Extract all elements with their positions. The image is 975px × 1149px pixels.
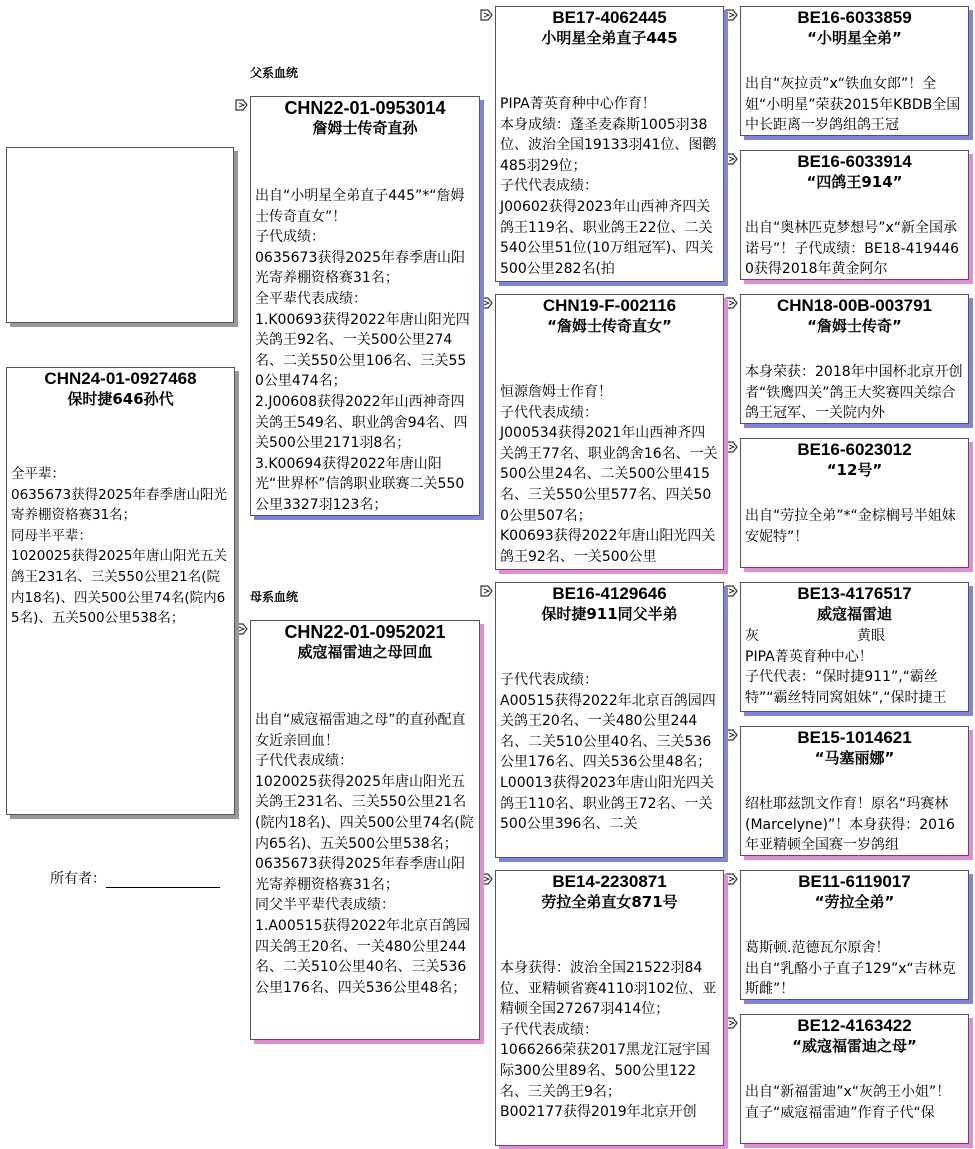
sire-line-label: 父系血统 — [250, 66, 299, 80]
pigeon-name: 劳拉全弟直女871号 — [541, 893, 678, 911]
sire-sire-card[interactable] — [495, 6, 724, 282]
pigeon-description: 出自“小明星全弟直子445”*“詹姆士传奇直女”！ 子代成绩： 0635673获得2025年春季唐山阳光寄养棚资格赛31名； 全平辈代表成绩： 1.K00693获得2022年唐山阳光四关鸽王92名、一关500公里274名、二关550公里106名、三关550公里474名； 2.J00608获得2022年山西神奇四关鸽王549名、职业鸽舍94名、四关500公里2171羽8名； 3.K00694获得2022年唐山阳光“世界杯”信鸽职业联赛二关550公里3327羽123名； — [255, 188, 470, 513]
ring-number: BE13-4176517 — [797, 584, 912, 603]
connector-icon — [235, 622, 249, 636]
owner-field — [50, 868, 220, 888]
ring-number: CHN19-F-002116 — [542, 296, 677, 315]
pigeon-name: 威寇福雷迪之母回血 — [297, 643, 433, 661]
pigeon-description: PIPA菁英育种中心作育！ 本身成绩：蓬圣麦森斯1005羽38位、波治全国19133羽41位、图鹳485羽29位； 子代代表成绩： J00602获得2023年山西神齐四关鸽王119名、职业鸽王22位、二关540公里51位(10万组冠军)、四关500公里282名(拍 — [500, 96, 717, 277]
dam-line-label: 母系血统 — [250, 590, 299, 604]
pigeon-description: 恒源詹姆士作育！ 子代代表成绩： J000534获得2021年山西神齐四关鸽王77名、职业鸽舍16名、一关500公里24名、二关500公里415名、三关550公里577名、四关500公里507名； K00693获得2022年唐山阳光四关鸽王92名、一关500公里 — [500, 384, 718, 565]
dam-sire-card[interactable] — [495, 582, 724, 858]
pigeon-description: 绍杜耶兹凯文作育！原名“玛赛林(Marcelyne)”！本身获得：2016年亚精顿全国赛一岁鸽组 — [745, 796, 955, 854]
pigeon-description: 本身荣获：2018年中国杯北京开创者“铁鹰四关”鸽王大奖赛四关综合鸽王冠军、一关院内外 — [745, 364, 963, 422]
pigeon-description: 出自“新福雷迪”x“灰鸽王小姐”！ 直子“威寇福雷迪”作育子代“保 — [745, 1084, 951, 1121]
pigeon-name: 保时捷646孙代 — [67, 390, 174, 408]
ring-number: CHN24-01-0927468 — [44, 369, 197, 388]
connector-icon — [725, 872, 739, 886]
ring-number: BE16-6033859 — [797, 8, 912, 27]
connector-icon — [725, 1016, 739, 1030]
pigeon-name: “小明星全弟” — [807, 29, 902, 47]
ring-number: BE12-4163422 — [797, 1016, 912, 1035]
ring-number: BE16-4129646 — [552, 584, 667, 603]
pigeon-name: “劳拉全弟” — [814, 893, 895, 911]
ddd-card[interactable] — [740, 1014, 969, 1144]
ring-number: BE17-4062445 — [552, 8, 667, 27]
dds-card[interactable] — [740, 870, 969, 1000]
ring-number: BE15-1014621 — [797, 728, 912, 747]
connector-icon — [480, 296, 494, 310]
ring-number: BE16-6033914 — [797, 152, 912, 171]
pigeon-name: “威寇福雷迪之母” — [792, 1037, 917, 1055]
pigeon-description: 出自“奥林匹克梦想号”x“新全国承诺号”！子代成绩：BE18-4194460获得2018年黄金阿尔 — [745, 220, 960, 278]
pigeon-description: 本身获得：波治全国21522羽84位、亚精顿省赛4110羽102位、亚精顿全国27267羽414位； 子代代表成绩： 1066266荣获2017黑龙江冠宇国际300公里89名、500公里122名、三关鸽王9名； B002177获得2019年北京开创 — [500, 960, 717, 1121]
pigeon-name: “詹姆士传奇” — [807, 317, 902, 335]
pigeon-description: 出自“灰拉贡”x“铁血女郎”！全姐“小明星”荣获2015年KBDB全国中长距离一岁鸽组鸽王冠 — [745, 76, 961, 134]
sire-dam-card[interactable] — [495, 294, 724, 570]
ring-number: BE16-6023012 — [797, 440, 912, 459]
pigeon-photo-frame — [6, 147, 234, 323]
pigeon-name: “四鸽王914” — [806, 173, 903, 191]
connector-icon — [480, 872, 494, 886]
dsd-card[interactable] — [740, 726, 969, 856]
dss-card[interactable] — [740, 582, 969, 712]
sdd-card[interactable] — [740, 438, 969, 568]
pigeon-description: 葛斯顿.范德瓦尔原舍！ 出自“乳酪小子直子129”x“吉林克斯雌”！ — [745, 940, 956, 998]
owner-label: 所有者： — [50, 871, 106, 887]
dam-dam-card[interactable] — [495, 870, 724, 1146]
pigeon-name: “詹姆士传奇直女” — [547, 317, 672, 335]
connector-icon — [235, 98, 249, 112]
ring-number: CHN22-01-0953014 — [284, 98, 446, 118]
subject-card[interactable] — [6, 367, 235, 815]
connector-icon — [725, 8, 739, 22]
pigeon-description: 出自“劳拉全弟”*“金棕榈号半姐妹安妮特”！ — [745, 508, 956, 545]
pigeon-description: 灰 黄眼 PIPA菁英育种中心！ 子代代表：“保时捷911”,“霸丝特”“霸丝特同窝姐妹”,“保时捷王 — [745, 628, 947, 706]
ssd-card[interactable] — [740, 150, 969, 280]
ring-number: BE11-6119017 — [798, 872, 911, 891]
connector-icon — [725, 584, 739, 598]
connector-icon — [725, 296, 739, 310]
connector-icon — [725, 440, 739, 454]
pigeon-name: “马塞丽娜” — [814, 749, 895, 767]
pigeon-description: 出自“威寇福雷迪之母”的直孙配直女近亲回血！ 子代代表成绩： 1020025获得2025年唐山阳光五关鸽王231名、三关550公里21名(院内18名)、四关500公里74名(院内65名)、五关500公里538名； 0635673获得2025年春季唐山阳光寄养棚资格赛31名； 同父半平辈代表成绩： 1.A00515获得2022年北京百鸽园四关鸽王20名、一关480公里244名、二关510公里40名、三关536公里176名、四关536公里48名； — [255, 712, 474, 996]
pigeon-name: 威寇福雷迪 — [816, 605, 892, 623]
sire-card[interactable] — [250, 96, 480, 516]
connector-icon — [480, 8, 494, 22]
connector-icon — [725, 152, 739, 166]
connector-icon — [725, 728, 739, 742]
ring-number: BE14-2230871 — [552, 872, 667, 891]
pigeon-name: 小明星全弟直子445 — [541, 29, 678, 47]
pigeon-description: 全平辈： 0635673获得2025年春季唐山阳光寄养棚资格赛31名； 同母半平辈： 1020025获得2025年唐山阳光五关鸽王231名、三关550公里21名(院内18名)、四关500公里74名(院内65名)、五关500公里538名； — [11, 466, 227, 627]
pigeon-name: 保时捷911同父半弟 — [541, 605, 678, 623]
connector-icon — [480, 584, 494, 598]
ring-number: CHN18-00B-003791 — [777, 296, 932, 315]
dam-card[interactable] — [250, 620, 480, 1040]
ring-number: CHN22-01-0952021 — [284, 622, 446, 642]
pigeon-name: 詹姆士传奇直孙 — [312, 119, 418, 137]
sss-card[interactable] — [740, 6, 969, 136]
sds-card[interactable] — [740, 294, 969, 424]
pigeon-description: 子代代表成绩： A00515获得2022年北京百鸽园四关鸽王20名、一关480公里244名、二关510公里40名、三关536公里176名、四关536公里48名； L00013获得2023年唐山阳光四关鸽王110名、职业鸽王72名、一关500公里396名、二关 — [500, 672, 716, 833]
pigeon-name: “12号” — [826, 461, 883, 479]
owner-signature-line[interactable] — [106, 873, 220, 888]
